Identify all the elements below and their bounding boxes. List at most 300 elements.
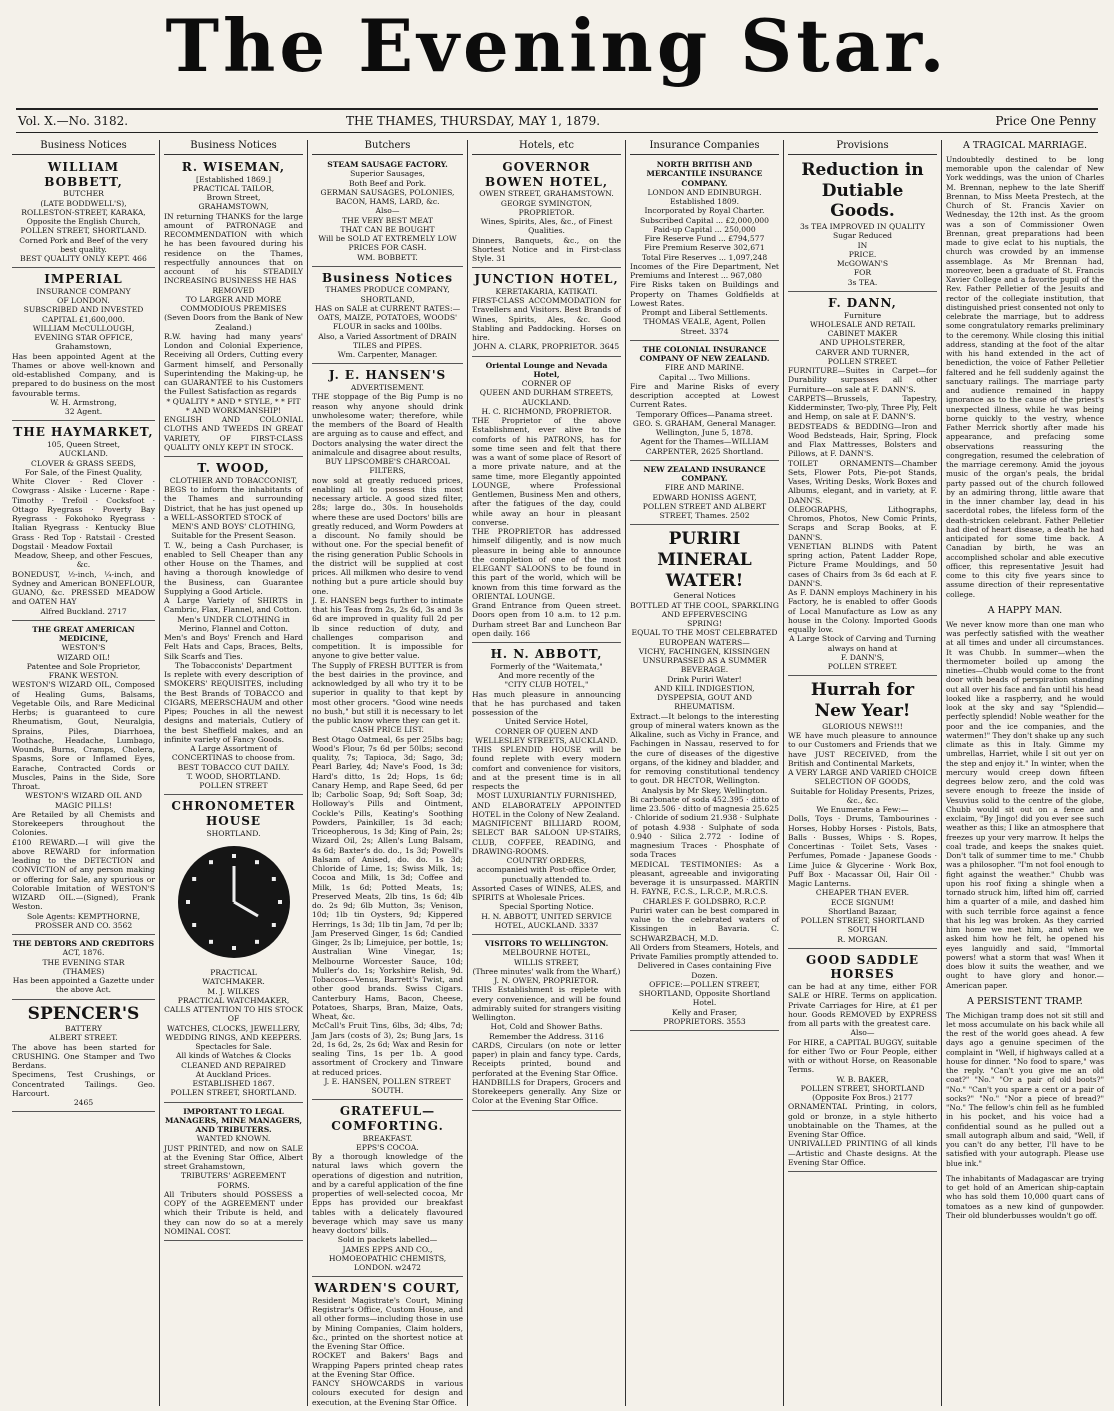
ad-line: SPRING! bbox=[687, 619, 722, 629]
ad-line: GEO. S. GRAHAM, General Manager. bbox=[632, 418, 777, 428]
ad-line: WE have much pleasure to announce to our Customers and Friends that we have JUST RECEIVED, from the British and Continental Markets, bbox=[788, 731, 937, 768]
ad-line: THE EVENING STAR bbox=[42, 957, 125, 967]
ad-line: GLORIOUS NEWS!!! bbox=[822, 721, 903, 731]
ad-line: JOHN A. CLARK, PROPRIETOR. 3645 bbox=[473, 342, 620, 352]
ad-line: UNSURPASSED AS A SUMMER BEVERAGE. bbox=[642, 656, 767, 675]
ad-line: CARDS, Circulars (on note or letter paper) in plain and fancy type. Cards, Receipts printed, bound and perforated at the Evening Star Office. bbox=[472, 1040, 621, 1078]
ad-line: The Tobacconists' Department bbox=[174, 660, 293, 670]
article-body: The inhabitants of Madagascar are trying to get hold of an American ship-captain who has sold them 10,000 quart cans of tomatoes as a new kind of gunpowder. Their old blunderbusses wouldn't go off. bbox=[946, 1173, 1104, 1220]
ad-line: Specimens, Test Crushings, or Concentrated Tailings. Geo. Harcourt. bbox=[12, 1070, 155, 1098]
ad-line: THAMES PRODUCE COMPANY, SHORTLAND, bbox=[325, 285, 450, 304]
ad-line: BONEDUST, ½-inch, ¼-inch, and Sydney and American BONEFLOUR, GUANO, &c. PRESSED MEADOW and OATEN HAY bbox=[12, 569, 155, 607]
advertisement bbox=[630, 529, 779, 1031]
ad-line: CARVER AND TURNER, bbox=[815, 347, 910, 357]
ad-line: Sugar Reduced bbox=[832, 231, 893, 241]
ad-title: NORTH BRITISH AND MERCANTILE INSURANCE COMPANY. bbox=[646, 160, 763, 188]
advertisement bbox=[12, 625, 155, 935]
ad-line: We Enumerate a Few:— bbox=[816, 805, 909, 815]
ad-line: POLLEN STREET, SHORTLAND. bbox=[170, 1088, 297, 1098]
ad-line: Is replete with every description of SMOKERS' REQUISITES, including the Best Brands of TOBACCO and CIGARS, MEERSCHAUM and other Pipes; Pouches in all the newest designs and materials, Cutlery of the best Sheffield makes, and an infinite variety of Fancy Goods. bbox=[164, 670, 303, 744]
ad-line: Patentee and Sole Proprietor, FRANK WESTON. bbox=[26, 661, 141, 680]
ad-line: 2465 bbox=[73, 1098, 94, 1108]
advertisement bbox=[12, 939, 155, 1000]
ad-title: Business Notices bbox=[321, 270, 453, 285]
ad-line: POLLEN STREET bbox=[199, 781, 268, 790]
advertisement bbox=[472, 272, 621, 356]
ad-line: OATS, MAIZE, POTATOES, WOODS' FLOUR in sacks and 100lbs. bbox=[317, 313, 458, 332]
ad-line: Also— bbox=[850, 1028, 875, 1038]
ad-line: Brown Street, bbox=[206, 193, 261, 203]
ad-line: Temporary Offices—Panama street. bbox=[636, 409, 773, 419]
ad-title: VISITORS TO WELLINGTON. bbox=[484, 939, 609, 948]
ad-line: PRACTICAL TAILOR, bbox=[192, 183, 275, 193]
ad-line: A Large Variety of SHIRTS in Cambric, Flax, Flannel, and Cotton. bbox=[164, 596, 303, 615]
ad-title: T. WOOD, bbox=[197, 461, 270, 476]
ad-line: McCall's Fruit Tins, 6lbs, 3d; 4lbs, 7d; Jam Jars (costs of 3), 2s; Bung Jars, 1s 2d, 1s 6d, 2s, 2s 6d; Wax and Resin for sealing Tins, 1s per 1b. A good assortment of Crockery and Tinware at reduced prices. bbox=[312, 1021, 463, 1077]
ad-line: 32 Agent. bbox=[64, 407, 103, 417]
ad-line: MEDICAL TESTIMONIES: As a pleasant, agreeable and invigorating beverage it is unsurpassed. MARTIN H. FAYNE, F.C.S., L.R.C.P., M.R.C.S. bbox=[630, 859, 779, 897]
ad-line: FIRE AND MARINE. bbox=[664, 483, 745, 493]
ad-title: J. E. HANSEN'S bbox=[328, 368, 447, 383]
ad-line: FIRE AND MARINE. bbox=[664, 363, 745, 373]
ad-line: Has been appointed a Gazette under the above Act. bbox=[12, 976, 155, 995]
ad-line: McGOWAN'S bbox=[836, 259, 889, 269]
ad-title: STEAM SAUSAGE FACTORY. bbox=[327, 160, 448, 169]
ad-line: Wellington, June 5, 1878. bbox=[655, 428, 754, 437]
column-header: Provisions bbox=[788, 140, 937, 155]
ad-line: INSURANCE COMPANY bbox=[36, 286, 131, 296]
ad-line: HAS on SALE at CURRENT RATES:— bbox=[314, 303, 461, 313]
ad-line: THE PROPRIETOR has addressed himself diligently, and is now much pleasure in being able to announce the completion of one of the most ELEGANT SALOONS to be found in this part of the world, which will be known from this time forward as the ORIENTAL LOUNGE. bbox=[472, 527, 621, 601]
ad-title: CHRONOMETER HOUSE bbox=[171, 799, 296, 828]
ad-line: HANDBILLS for Drapers, Grocers and Storekeepers generally. Any Size or Color at the Evening Star Office. bbox=[472, 1077, 621, 1106]
ad-line: GERMAN SAUSAGES, POLONIES, bbox=[320, 187, 455, 197]
columns-area bbox=[8, 140, 1108, 1406]
ad-line: CHARLES F. GOLDSBRO, R.C.P. bbox=[642, 896, 767, 906]
advertisement bbox=[312, 1104, 463, 1277]
advertisement bbox=[788, 680, 937, 948]
article-heading: A TRAGICAL MARRIAGE. bbox=[962, 140, 1088, 151]
ad-line: KERETAKARIA, KATIKATI. bbox=[495, 286, 598, 296]
ad-line: THE Proprietor of the above Establishment, ever alive to the comforts of his PATRONS, has for some time seen and felt that there was a want of some place of Resort of a more private nature, and at the same time, more Elegantly appointed LOUNGE, where Professional Gentlemen, Business Men and others, after the fatigues of the day, could while away an hour in pleasant converse. bbox=[472, 416, 621, 527]
article-body: The Michigan tramp does not sit still and let moss accumulate on his back while all the rest of the world goes ahead. A few days ago a genuine specimen of the complaint in "Well, if highways called at a house for dinner. "No food to spare," was the reply. "Can't you give me an old coat?" "No." "Or a pair of old boots?" "No." "Can't you spare a cent or a pair of socks?" "No." "Nor a piece of bread?" "No." The fellow's chin fell as he fumbled in his pocket, and his voice had a confidential sound as he pulled out a small autograph album and said, "Well, if you can't do any better, I'll have to be satisfied with your autograph. Please use blue ink." bbox=[946, 1010, 1104, 1168]
advertisement bbox=[312, 160, 463, 267]
ad-line: CARPETS—Brussels, Tapestry, Kidderminster, Two-ply, Three Ply, Felt and Hemp, on sale at F. DANN'S. bbox=[788, 393, 937, 422]
column-header: Business Notices bbox=[12, 140, 155, 155]
column-header: Butchers bbox=[312, 140, 463, 155]
ad-line: Both Beef and Pork. bbox=[348, 178, 426, 188]
ad-line: £100 REWARD.—I will give the above REWARD for information leading to the DETECTION and CONVICTION of any person making or offering for Sale, any spurious or Colorable Imitation of WESTON'S WIZARD OIL.—(Signed), Frank Weston. bbox=[12, 837, 155, 912]
ad-line: 3s TEA IMPROVED IN QUALITY bbox=[800, 222, 925, 232]
ad-line: [Established 1869.] bbox=[196, 174, 271, 184]
ad-line: Fire and Marine Risks of every description accepted at Lowest Current Rates. bbox=[630, 381, 779, 410]
advertisement bbox=[12, 1004, 155, 1113]
ad-line: accompanied with Post-office Order, punctually attended to. bbox=[476, 865, 617, 884]
ad-line: Puriri water can be best compared in value to the celebrated waters of Kissingen in Bavaria. C. SCHWARZBACH, M.D. bbox=[630, 905, 779, 943]
ad-title: PURIRI MINERAL WATER! bbox=[657, 529, 752, 591]
ad-line: Shortland Bazaar, bbox=[828, 906, 897, 916]
ad-line: MAGNIFICENT BILLIARD ROOM, SELECT BAR SALOON UP-STAIRS, CLUB, COFFEE, READING, and DRAWING-ROOMS. bbox=[472, 819, 621, 856]
ad-line: BOTTLED AT THE COOL, SPARKLING AND EFFERVESCING bbox=[630, 600, 779, 619]
ad-line: Subscribed Capital ... £2,000,000 bbox=[640, 215, 769, 225]
ad-line: WM. BOBBETT. bbox=[357, 252, 418, 262]
ad-line: W. H. Armstrong, bbox=[50, 397, 117, 407]
column-header: Insurance Companies bbox=[630, 140, 779, 155]
ad-line: And more recently of the bbox=[498, 671, 595, 680]
ad-line: CABINET MAKER bbox=[827, 329, 898, 339]
advertisement bbox=[164, 799, 303, 1102]
ad-line: COUNTRY ORDERS, bbox=[506, 856, 587, 865]
article-heading: A HAPPY MAN. bbox=[987, 604, 1063, 616]
ad-line: ORNAMENTAL Printing, in colors, gold or bronze, in a style hitherto unobtainable on the Thames, at the Evening Star Office. bbox=[788, 1102, 937, 1140]
ad-line: ROCKET and Bakers' Bags and Wrapping Papers printed cheap rates at the Evening Star Office. bbox=[312, 1351, 463, 1379]
ad-line: MELBOURNE HOTEL, bbox=[502, 948, 591, 958]
ad-line: VENETIAN BLINDS with Patent spring action, Patent Ladder Rope, Picture Frame Mouldings, and 50 cases of Chairs from 3s 6d each at F. DANN'S. bbox=[788, 541, 937, 588]
ad-line: A Large Stock of Carving and Turning always on hand at bbox=[789, 634, 936, 653]
news-article bbox=[946, 140, 1104, 599]
ad-line: All Tributers should POSSESS a COPY of the AGREEMENT under which their Tribute is held, and they can now do so at a merely NOMINAL COST. bbox=[164, 1189, 303, 1236]
ad-line: Spectacles for Sale. bbox=[195, 1042, 272, 1051]
column-4 bbox=[468, 140, 626, 1406]
ad-line: Established 1809. bbox=[669, 197, 740, 206]
ad-line: Assorted Cases of WINES, ALES, and SPIRITS at Wholesale Prices. bbox=[472, 883, 621, 902]
column-header: Hotels, etc bbox=[472, 140, 621, 155]
ad-line: can be had at any time, either FOR SALE or HIRE. Terms on application. Private Carriages for Hire, at £1 per hour. Goods REMOVED by EXPRESS from all parts with the greatest care. bbox=[788, 982, 937, 1029]
column-3 bbox=[308, 140, 468, 1406]
column-2 bbox=[160, 140, 308, 1406]
ad-line: Wm. Carpenter, Manager. bbox=[337, 350, 438, 360]
ad-title: WILLIAM BOBBETT, bbox=[44, 160, 123, 189]
ad-line: CALLS ATTENTION TO HIS STOCK OF bbox=[164, 1005, 303, 1024]
ad-line: (THAMES) bbox=[62, 966, 105, 976]
ad-line: THE VERY BEST MEAT bbox=[342, 215, 433, 225]
ad-line: IN bbox=[857, 240, 868, 250]
ad-line: POLLEN STREET. bbox=[827, 662, 898, 672]
ad-line: Formerly of the "Waitemata," bbox=[490, 661, 603, 671]
ad-line: OWEN STREET, GRAHAMSTOWN. bbox=[479, 189, 614, 199]
ad-line: CAPITAL £1,600,000. bbox=[42, 314, 125, 324]
ad-line: BREAKFAST. bbox=[362, 1133, 413, 1143]
ad-line: Prompt and Liberal Settlements. bbox=[641, 308, 768, 317]
ad-line: F. DANN'S, bbox=[840, 652, 885, 662]
ad-title: IMPERIAL bbox=[44, 272, 123, 287]
ad-line: WESTON'S bbox=[61, 643, 106, 653]
ad-line: JAMES EPPS AND CO., HOMOEOPATHIC CHEMISTS, LONDON. w2472 bbox=[328, 1244, 447, 1272]
advertisement bbox=[12, 272, 155, 421]
ad-line: R. MORGAN. bbox=[837, 934, 888, 944]
ad-line: For HIRE, a CAPITAL BUGGY, suitable for either Two or Four People, either with or without Horse, on Reasonable Terms. bbox=[788, 1037, 937, 1075]
ad-line: now sold at greatly reduced prices, enabling all to possess this most necessary article. A good sized filter, 28s; large do., 30s. In households where these are used Doctors' bills are greatly reduced, and Worm Powders at a discount. No family should be without one. For the special benefit of the rising generation Public Schools in the district will be supplied at cost prices. All milkmen who desire to vend nothing but a pure article should buy one. bbox=[312, 475, 463, 596]
ad-line: CASH PRICE LIST. bbox=[351, 725, 424, 735]
column-5 bbox=[626, 140, 784, 1406]
ad-title: SPENCER'S bbox=[27, 1003, 140, 1024]
news-article bbox=[946, 996, 1104, 1168]
ad-line: J. E. HANSEN, POLLEN STREET SOUTH. bbox=[324, 1076, 451, 1095]
ad-line: ROLLESTON-STREET, KARAKA, bbox=[21, 207, 146, 217]
advertisement bbox=[12, 425, 155, 620]
ad-title: THE DEBTORS AND CREDITORS bbox=[12, 939, 155, 948]
ad-line: Delivered in Cases containing Five Dozen. bbox=[637, 961, 772, 980]
ad-line: (Seven Doors from the Bank of New Zealand.) bbox=[164, 313, 303, 332]
ad-line: Paid-up Capital ... 250,000 bbox=[653, 224, 756, 234]
ad-line: Analysis by Mr Skey, Wellington. bbox=[641, 785, 768, 795]
ad-title: THE HAYMARKET, bbox=[13, 425, 154, 440]
ad-line: United Service Hotel, bbox=[504, 717, 589, 727]
ad-line: ADVERTISEMENT. bbox=[350, 383, 425, 392]
dateline-bar bbox=[16, 108, 1098, 133]
ad-line: J. N. OWEN, PROPRIETOR. bbox=[494, 976, 599, 985]
ad-line: Hot, Cold and Shower Baths. Remember the Address. 3116 bbox=[489, 1022, 604, 1041]
ad-line: T. W., being a Cash Purchaser, is enabled to Sell Cheaper than any other House on the Thames, and having a thorough knowledge of the Business, can Guarantee Supplying a Good Article. bbox=[164, 540, 303, 596]
ad-line: CORNER OF bbox=[521, 379, 572, 389]
ad-line: W. B. BAKER, bbox=[836, 1074, 889, 1084]
ad-line: WATCHMAKER. bbox=[202, 977, 265, 987]
ad-line: Meadow, Sheep, and other Fescues, &c. bbox=[14, 551, 153, 570]
ad-line: EPPS'S COCOA. bbox=[356, 1142, 419, 1152]
advertisement bbox=[630, 160, 779, 341]
advertisement bbox=[12, 160, 155, 268]
ad-line: TO LARGER AND MORE COMMODIOUS PREMISES bbox=[180, 294, 287, 314]
ad-line: Fire Reserve Fund ... £794,577 bbox=[644, 234, 765, 243]
advertisement bbox=[788, 160, 937, 292]
ad-line: THIS SPLENDID HOUSE will be found replete with every modern comfort and convenience for visitors, and at the present time is in all respects the bbox=[472, 745, 621, 791]
ad-line: CHEAPER THAN EVER. bbox=[815, 888, 910, 898]
ad-line: Will be SOLD AT EXTREMELY LOW PRICES FOR CASH. bbox=[318, 234, 457, 253]
ad-line: BUY LIPSCOMBE'S CHARCOAL FILTERS, bbox=[325, 457, 450, 476]
ad-line: AND ELABORATELY APPOINTED HOTEL in the Colony of New Zealand. bbox=[472, 800, 621, 819]
ad-title: R. WISEMAN, bbox=[181, 160, 286, 174]
ad-line: FOR bbox=[853, 268, 872, 278]
ad-line: AND UPHOLSTERER, bbox=[819, 338, 906, 348]
ad-line: WESTON'S WIZARD OIL AND MAGIC PILLS! bbox=[25, 791, 142, 810]
ad-title: THE COLONIAL INSURANCE COMPANY OF NEW ZEALAND. bbox=[639, 344, 770, 363]
ad-title: NEW ZEALAND INSURANCE COMPANY. bbox=[643, 464, 766, 483]
advertisement bbox=[312, 1281, 463, 1406]
ad-line: Men's and Boys' French and Hard Felt Hats and Caps, Braces, Belts, Silk Scarfs and Ties. bbox=[164, 633, 303, 661]
column-header: Business Notices bbox=[164, 140, 303, 155]
ad-line: Incomes of the Fire Department, Net Premiums and Interest ... 967,080 bbox=[630, 261, 779, 280]
ad-line: MEN'S AND BOYS' CLOTHING, bbox=[171, 522, 296, 531]
ad-line: Has much pleasure in announcing that he has purchased and taken possession of the bbox=[472, 689, 621, 717]
ad-line: * QUALITY * AND * STYLE, * * FIT * AND WORKMANSHIP! bbox=[166, 396, 301, 415]
ad-line: SUBSCRIBED AND INVESTED bbox=[23, 305, 144, 315]
ad-line: As F. DANN employs Machinery in his Factory, he is enabled to offer Goods of Local Manufacture as Low as any house in the Colony. Imported Goods equally low. bbox=[788, 588, 937, 635]
ad-line: H. N. ABBOTT, UNITED SERVICE HOTEL, AUCKLAND. 3337 bbox=[481, 911, 612, 930]
ad-title: Hurrah for New Year! bbox=[810, 680, 915, 722]
ad-line: POLLEN STREET, SHORTLAND SOUTH bbox=[800, 916, 925, 935]
advertisement bbox=[788, 953, 937, 1172]
ad-line: WILLIAM McCULLOUGH, bbox=[32, 323, 135, 333]
ad-line: GRAHAMSTOWN, bbox=[198, 202, 269, 212]
news-article bbox=[946, 605, 1104, 990]
ad-line: Sole Agents: KEMPTHORNE, PROSSER AND CO. 3562 bbox=[26, 911, 141, 930]
ad-line: WILLIS STREET, bbox=[514, 957, 579, 967]
advertisement bbox=[164, 461, 303, 795]
article-body: Undoubtedly destined to be long memorable upon the calendar of New York weddings, was the union of Charles M. Brennan, nephew to the late Sheriff Brennan, to Miss Meeta Prestech, at the Church of St. Francis Xavier on Wednesday, the 12th inst. As the groom was a son of Commissioner Owen Brennan, great preparations had been made to give eclat to his nuptials, the church was crowded by an immense assemblage. As Mr Brennan had, moreover, been a graduate of St. Francis Xavier College and a favorite pupil of the Rev. Father Pelletier of the Jesuits and rector of the collegiate institution, that distinguished priest consented not only to celebrate the marriage, but to address some congratulatory remarks preliminary to the ceremony. While closing this initial address, standing at the foot of the altar with his hand extended in the act of benediction, the voice of Father Pelletier faltered and he fell suddenly against the sanctuary railings. The marriage party and audience remained in happy ignorance as to the cause of the priest's unexpected illness, while he was being borne quickly to the vestry, whence Father Merrick shortly after made his appearance, and prefacing some observations reassuring the congregation, resumed the celebration of the marriage ceremony. Amid the joyous music of the organ's peals, the bridal party passed out of the church followed by an admiring throng, little aware that in the inner chamber lay, dead in his sacerdotal robes, the lifeless form of the death-stricken celebrant. Father Pelletier had died of heart disease, a death he had anticipated for some time back. A Canadian by birth, he was an accomplished scholar and able executive officer, this representative Jesuit had come to this city five years since to assume direction of their representative college. bbox=[946, 154, 1104, 599]
ad-line: SHORTLAND. bbox=[206, 828, 261, 838]
ad-line: BEDSTEADS & BEDDING—Iron and Wood Bedsteads, Hair, Spring, Flock and Flax Mattresses, Bolsters and Pillows, at F. DANN'S. bbox=[788, 421, 937, 459]
column-7 bbox=[942, 140, 1108, 1406]
ad-line: BATTERY bbox=[65, 1024, 102, 1034]
ad-line: (Three minutes' walk from the Wharf,) bbox=[472, 966, 621, 976]
ad-line: Superior Sausages, bbox=[350, 169, 425, 179]
volume-number: Vol. X.—No. 3182. bbox=[18, 114, 129, 128]
ad-title: H. N. ABBOTT, bbox=[490, 647, 603, 662]
ad-line: Grahamstown, bbox=[55, 342, 112, 352]
ad-line: At Auckland Prices. bbox=[195, 1069, 272, 1079]
ad-line: EQUAL TO THE MOST CELEBRATED EUROPEAN WATERS— bbox=[631, 628, 778, 647]
ad-line: Dinners, Banquets, &c., on the Shortest Notice and in First-class Style. 31 bbox=[472, 235, 621, 263]
column-1 bbox=[8, 140, 160, 1406]
ad-line: WATCHES, CLOCKS, JEWELLERY, WEDDING RINGS, AND KEEPERS. bbox=[165, 1023, 302, 1042]
advertisement bbox=[472, 939, 621, 1111]
ad-title: GOOD SADDLE HORSES bbox=[805, 952, 920, 982]
ad-line: Bi carbonate of soda 452.395 · ditto of lime 23.506 · ditto of magnesia 25.625 · Chloride of sodium 21.938 · Sulphate of potash 4.938 · Sulphate of soda 0.940 · Silica 2.772 · Iodine of magnesium Traces · Phosphate of soda Traces bbox=[630, 794, 779, 860]
ad-line: Fire Premium Reserve 302,671 bbox=[644, 243, 765, 253]
ad-line: CLOTHIER AND TOBACCONIST, bbox=[169, 475, 298, 485]
ad-line: THAT CAN BE BOUGHT bbox=[340, 224, 435, 234]
ad-line: Dolls, Toys · Drums, Tambourines · Horses, Hobby Horses · Pistols, Bats, Balls · Busses, Whips · S. Ropes, Concertinas · Toilet Sets, Vases · Perfumes, Pomade · Japanese Goods · Lime Juice & Glycerine · Work Box, Puff Box · Macassar Oil, Hair Oil · Magic Lanterns. bbox=[788, 814, 937, 889]
ad-line: QUEEN AND DURHAM STREETS, AUCKLAND. bbox=[479, 388, 614, 407]
ad-line: FIRST-CLASS ACCOMMODATION for Travellers and Visitors. Best Brands of Wines, Spirits, Ales, &c. Good Stabling and Paddocking. Horses on hire. bbox=[472, 296, 621, 343]
ad-line: 3s TEA. bbox=[847, 277, 878, 287]
ad-line: J. E. HANSEN begs further to intimate that his Teas from 2s, 2s 6d, 3s and 3s 6d are improved in quality full 2d per lb since reduction of duty, and challenges comparison and competition. It is impossible for anyone to give better value. bbox=[312, 595, 463, 661]
ad-title: THE GREAT AMERICAN MEDICINE, bbox=[32, 624, 135, 643]
ad-line: Extract.—It belongs to the interesting group of mineral waters known as the Alkaline, such as Vichy in France, and Fachingen in Nassau, reserved to for the cure of diseases of the digestive organs, of the kidney and bladder, and for removing constitutional tendency to gout. DR HECTOR, Wellington. bbox=[630, 711, 779, 786]
advertisement bbox=[164, 1107, 303, 1242]
ad-line: CORNER OF QUEEN AND WELLESLEY STREETS, AUCKLAND. bbox=[475, 726, 618, 745]
ad-line: Corned Pork and Beef of the very best quality. bbox=[19, 235, 148, 254]
ad-line: ALBERT STREET. bbox=[49, 1033, 118, 1043]
ad-line: Furniture bbox=[843, 310, 882, 320]
ad-line: The above has been started for CRUSHING. One Stamper and Two Berdans. bbox=[12, 1042, 155, 1071]
ad-line: JUST PRINTED, and now on SALE at the Evening Star Office, Albert street Grahamstown, bbox=[164, 1143, 303, 1171]
ad-line: ESTABLISHED 1867. bbox=[192, 1079, 275, 1088]
ad-title: GOVERNOR BOWEN HOTEL, bbox=[484, 160, 609, 189]
ad-line: Total Fire Reserves ... 1,097,248 bbox=[641, 252, 768, 262]
ad-line: THE stoppage of the Big Pump is no reason why anyone should drink unwholesome water; therefore, while the members of the Board of Health are arguing as to cause and effect, and Doctors analysing the water direct the animalcule and disagree about results, bbox=[312, 392, 463, 457]
ad-line: All kinds of Watches & Clocks bbox=[175, 1051, 292, 1061]
ad-title: IMPORTANT TO LEGAL MANAGERS, MINE MANAGERS, AND TRIBUTERS. bbox=[164, 1106, 303, 1134]
ad-line: TRIBUTERS' AGREEMENT FORMS. bbox=[180, 1171, 287, 1190]
ad-line: POLLEN STREET, SHORTLAND. bbox=[20, 226, 147, 236]
ad-line: For Sale, of the Finest Quality, bbox=[24, 467, 143, 477]
ad-line: BUTCHER bbox=[63, 189, 104, 199]
clock-icon bbox=[174, 842, 294, 962]
ad-line: WIZARD OIL! bbox=[56, 652, 111, 662]
ad-line: UNRIVALLED PRINTING of all kinds—Artistic and Chaste designs. At the Evening Star Office. bbox=[788, 1139, 937, 1167]
ad-line: Also— bbox=[375, 206, 400, 216]
advertisement bbox=[472, 647, 621, 935]
ad-line: OLEOGRAPHS, Lithographs, Chromos, Photos, New Comic Prints, Scraps and Scrap Books, at F. DANN'S. bbox=[788, 504, 937, 542]
ad-line: Suitable for Holiday Presents, Prizes, &c., &c. bbox=[790, 786, 935, 805]
ad-line: WANTED KNOWN. bbox=[196, 1134, 271, 1144]
advertisement bbox=[630, 345, 779, 461]
ad-line: POLLEN STREET AND ALBERT STREET, Thames. 2502 bbox=[642, 501, 767, 520]
ad-title: JUNCTION HOTEL, bbox=[474, 272, 619, 287]
ad-line: Opposite the English Church, bbox=[26, 217, 141, 226]
ad-line: LONDON AND EDINBURGH. bbox=[647, 187, 762, 197]
ad-line: AND KILL INDIGESTION, DYSPEPSIA, GOUT AND RHEUMATISM. bbox=[654, 683, 755, 712]
masthead bbox=[0, 0, 1114, 92]
advertisement bbox=[312, 271, 463, 365]
newspaper-title: The Evening Star. bbox=[165, 3, 949, 88]
ad-line: General Notices bbox=[673, 591, 736, 601]
ad-line: (Opposite Fox Bros.) 2177 bbox=[812, 1093, 913, 1103]
ad-line: Alfred Buckland. 2717 bbox=[40, 606, 127, 616]
ad-line: BEST QUALITY ONLY KEPT. 466 bbox=[20, 254, 147, 263]
ad-line: AUCKLAND. bbox=[59, 449, 108, 459]
advertisement bbox=[164, 160, 303, 457]
ad-line: The Supply of FRESH BUTTER is from the best dairies in the province, and acknowledged by all who try it to be superior in quality to that kept by most other grocers. "Good wine needs no bush," but still it is necessary to let the public know where they can get it. bbox=[312, 660, 463, 725]
ad-line: IN returning THANKS for the large amount of PATRONAGE and RECOMMENDATION with which he has been favoured during his residence on the Thames, respectfully announces that on account of his STEADILY INCREASING BUSINESS HE HAS bbox=[164, 211, 303, 286]
advertisement bbox=[472, 361, 621, 644]
ad-line: Grand Entrance from Queen street. Doors open from 10 a.m. to 12 p.m. Durham street Bar and Luncheon Bar open daily. 166 bbox=[472, 601, 621, 638]
ad-line: Incorporated by Royal Charter. bbox=[644, 206, 765, 216]
ad-title: F. DANN, bbox=[828, 295, 897, 310]
ad-line: VICHY, FACHINGEN, KISSINGEN bbox=[638, 646, 771, 656]
ad-line: MOST LUXURIANTLY FURNISHED, bbox=[476, 791, 617, 801]
ad-line: Fire Risks taken on Buildings and Property on Thames Goldfields at Lowest Rates. bbox=[630, 280, 779, 308]
ad-line: THOMAS VEALE, Agent, Pollen Street. 3374 bbox=[643, 317, 766, 336]
ad-line: All Orders from Steamers, Hotels, and Private Families promptly attended to. bbox=[630, 942, 779, 962]
ad-line: CLOVER & GRASS SEEDS, bbox=[31, 458, 136, 468]
ad-line: EDWARD HONISS AGENT, bbox=[652, 492, 757, 502]
ad-line: T. WOOD, SHORTLAND. bbox=[186, 771, 281, 781]
ad-line: R.W. having had many years' London and Colonial Experience, Receiving all Orders, Cutting every Garment himself, and Personally Superintending the Making-up, he can GUARANTEE to his Customers the Fullest Satisfaction as regards bbox=[164, 331, 303, 397]
ad-line: ENGLISH AND COLONIAL CLOTHS AND TWEEDS IN GREAT VARIETY, OF FIRST-CLASS QUALITY ONLY KEPT IN STOCK. bbox=[164, 415, 303, 452]
ad-line: Has been appointed Agent at the Thames or above well-known and old-established Company, and is prepared to do business on the most favourable terms. bbox=[12, 351, 155, 398]
ad-line: PRACTICAL WATCHMAKER, bbox=[177, 995, 290, 1005]
ad-line: OF LONDON. bbox=[57, 296, 110, 306]
ad-line: FURNITURE—Suites in Carpet—for Durability surpasses all other Furniture—on sale at F. DANN'S. bbox=[788, 366, 937, 394]
ad-line: WHOLESALE AND RETAIL bbox=[810, 319, 915, 329]
advertisement bbox=[630, 465, 779, 526]
ad-line: Agent for the Thames—WILLIAM CARPENTER, 2625 Shortland. bbox=[640, 437, 769, 456]
ad-line: TOILET ORNAMENTS—Chamber Sets, Flower Pots, Pie-pot Stands, Vases, Writing Desks, Work Boxes and Albums, elegant, and in variety, at F. DANN'S. bbox=[788, 458, 937, 505]
advertisement bbox=[472, 160, 621, 268]
ad-line: OFFICE:—POLLEN STREET, SHORTLAND, Opposite Shortland Hotel. bbox=[638, 979, 771, 1008]
ad-line: PRACTICAL bbox=[210, 968, 257, 977]
ad-line: Drink Puriri Water! bbox=[667, 674, 742, 684]
column-6 bbox=[784, 140, 942, 1406]
ad-line: BACON, HAMS, LARD, &c. bbox=[335, 197, 440, 206]
ad-line: Wines, Spirits, Ales, &c., of Finest Qualities. bbox=[480, 217, 613, 236]
ad-line: Resident Magistrate's Court, Mining Registrar's Office, Custom House, and all other forms—including those in use by Mining Companies, Claim holders, &c., printed on the shortest notice at the Evening Star Office. bbox=[312, 1295, 463, 1352]
ad-line: ACT, 1876. bbox=[62, 948, 105, 958]
ad-line: M. J. WILKES bbox=[207, 986, 260, 996]
ad-line: PRICE. bbox=[848, 249, 877, 259]
ad-line: Suitable for the Present Season. bbox=[171, 531, 296, 541]
ad-line: FANCY SHOWCARDS in various colours executed for design and execution, at the Evening Star Office. bbox=[312, 1379, 463, 1406]
ad-line: Kelly and Fraser, bbox=[671, 1007, 738, 1017]
ad-line: A Large Assortment of CONCERTINAS to choose from. bbox=[171, 744, 296, 763]
ad-line: WESTON'S WIZARD OIL, Composed of Healing Gums, Balsams, Vegetable Oils, and Rare Medicinal Herbs; is guaranteed to cure Rheumatism, Gout, Neuralgia, Sprains, Piles, Diarrhoea, Toothache, Headache, Lumbago, Wounds, Burns, Cramps, Cholera, Spasms, Sore or Inflamed Eyes, Earache, Contracted Cords or Muscles, Pains in the Side, Sore Throat. bbox=[12, 680, 155, 791]
ad-title: GRATEFUL—COMFORTING. bbox=[331, 1104, 444, 1133]
advertisement bbox=[312, 368, 463, 1100]
ad-title: Oriental Lounge and Nevada Hotel, bbox=[485, 360, 608, 379]
ad-line: REMOVED bbox=[212, 285, 255, 295]
ad-line: Are Retailed by all Chemists and Storekeepers throughout the Colonies. bbox=[12, 809, 155, 838]
ad-line: Capital ... Two Millions. bbox=[658, 372, 751, 382]
ad-title: Reduction in Dutiable Goods. bbox=[801, 160, 924, 222]
ad-title: WARDEN'S COURT, bbox=[314, 1281, 461, 1296]
ad-line: Best Otago Oatmeal, 6s per 25lbs bag; Wood's Flour, 7s 6d per 50lbs; second quality, 7s; Tapioca, 3d; Sago, 3d; Pearl Barley, 4d; Nave's Food, 1s 3d; Hard's ditto, 1s 2d; Hops, 1s 6d; Canary Hemp, and Rape Seed, 6d per lb; Carbolic Soap, 9d; Soft Soap, 3d; Holloway's Pills and Ointment, Cockle's Pills, Keating's Soothing Powders, Painkiller, 1s 3d each; Triceopherous, 1s 3d; King of Pain, 2s; Wizard Oil, 2s; Allen's Lung Balsam, 4s 6d; Baxter's do. do., 1s 3d; Powell's Balsam of Anised, do. do. 1s 3d; Chloride of Lime, 1s; Swiss Milk, 1s; Cocoa and Milk, 1s 3d; Coffee and Milk, 1s 6d; Potted Meats, 1s; Preserved Meats, 2lb tins, 1s 6d; 4lb do. 2s 9d; 6lb Mutton, 3s; Venison, 10d; 1lb tin Oysters, 9d; Kippered Herrings, 1s 3d; 1lb tin Jam, 7d per lb; Jam Preserved Ginger, 1s 6d; Candied Ginger, 2s lb; Limejuice, per bottle, 1s; Australian Wine Vinegar, 1s; Melbourne Worcester Sauce, 10d; Muller's do. 1s; Yorkshire Relish, 9d. Tobaccos—Venus, Barrett's Twist, and other good brands. Swiss Cigars. Canterbury Hams, Bacon, Cheese, Potatoes, Sharps, Bran, Maize, Oats, Wheat, &c. bbox=[312, 734, 463, 1021]
article-body: We never know more than one man who was perfectly satisfied with the weather at all times and under all circumstances. It was Chubb. In summer—when the thermometer boiled up among the nineties—Chubb would come to the front door with beads of perspiration standing out all over his face and fan until his head looked like a raspberry, and he would look at the sky and say "Splendid—perfectly splendid! Noble weather for the poor and the ice companies, and the watermen!" They don't shake up any such climate as this in Italy. Gimme my umbrellas, Harriet, while I sit out yer on the step and enjoy it." In winter, when the mercury would creep down fifteen degrees below zero, and the cold was severe enough to freeze the inside of Vesuvius solid to the centre of the globe, Chubb would sit out on a fence and exclaim, "By Jingo! did you ever see such weather as this; I like an atmosphere that freezes up your very marrow. It helps the coal trade, and keeps the snakes quiet. Don't talk of summer time to me." Chubb was a philosopher. "I'm not fool enough to fight against the weather." Chubb was upon his roof fixing a shingle when a tornado struck him, lifted him off, carried him a quarter of a mile, and dashed him with such terrible force against a fence that his leg was broken. As they carried him home we met him, and when we asked him how he felt, he opened his eyes languidly and said, "Immortal powers! what a storm that was! When it does blow it suits the weather, and we ought to have glory and honor.—American paper. bbox=[946, 619, 1105, 990]
ad-line: EVENING STAR OFFICE, bbox=[34, 333, 133, 343]
place-date: THE THAMES, THURSDAY, MAY 1, 1879. bbox=[346, 114, 601, 128]
ad-line: Men's UNDER CLOTHING in Merino, Flannel and Cotton. bbox=[177, 614, 290, 633]
